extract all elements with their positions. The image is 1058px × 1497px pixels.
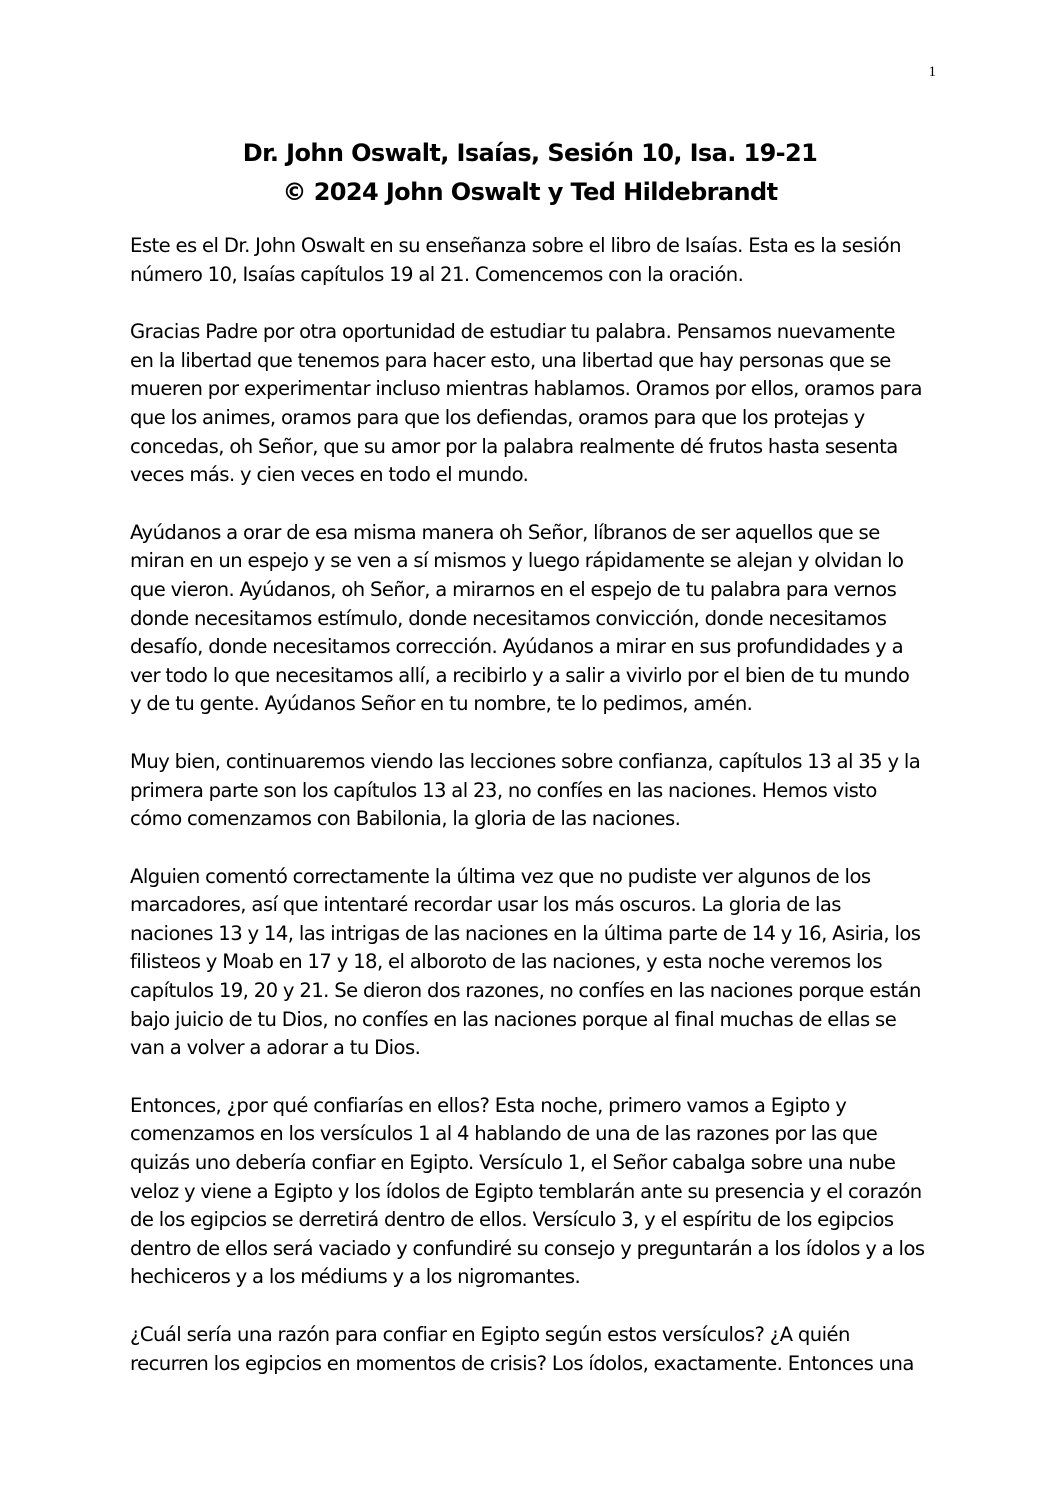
text-line: miran en un espejo y se ven a sí mismos y luego rápidamente se alejan y olvidan lo	[130, 549, 904, 573]
text-line: van a volver a adorar a tu Dios.	[130, 1036, 421, 1060]
text-line: que vieron. Ayúdanos, oh Señor, a mirarnos en el espejo de tu palabra para vernos	[130, 577, 897, 601]
text-line: mueren por experimentar incluso mientras hablamos. Oramos por ellos, oramos para	[130, 377, 922, 401]
text-line: quizás uno debería confiar en Egipto. Versículo 1, el Señor cabalga sobre una nube	[130, 1151, 896, 1175]
paragraph	[130, 1321, 930, 1378]
paragraph	[130, 748, 930, 834]
text-line: dentro de ellos será vaciado y confundiré su consejo y preguntarán a los ídolos y a los	[130, 1236, 925, 1260]
text-line: y de tu gente. Ayúdanos Señor en tu nombre, te lo pedimos, amén.	[130, 692, 753, 716]
text-line: capítulos 19, 20 y 21. Se dieron dos razones, no confíes en las naciones porque están	[130, 979, 921, 1003]
document-title	[130, 134, 930, 212]
title-line-2: © 2024 John Oswalt y Ted Hildebrandt	[282, 178, 778, 206]
text-line: bajo juicio de tu Dios, no confíes en las naciones porque al final muchas de ellas se	[130, 1007, 897, 1031]
text-line: primera parte son los capítulos 13 al 23, no confíes en las naciones. Hemos visto	[130, 778, 877, 802]
text-line: recurren los egipcios en momentos de crisis? Los ídolos, exactamente. Entonces una	[130, 1351, 914, 1375]
text-line: Gracias Padre por otra oportunidad de estudiar tu palabra. Pensamos nuevamente	[130, 320, 896, 344]
page-number: 1	[928, 64, 936, 80]
text-line: Alguien comentó correctamente la última vez que no pudiste ver algunos de los	[130, 864, 871, 888]
text-line: número 10, Isaías capítulos 19 al 21. Comencemos con la oración.	[130, 262, 744, 286]
text-line: que los animes, oramos para que los defiendas, oramos para que los protejas y	[130, 405, 865, 429]
text-line: Entonces, ¿por qué confiarías en ellos? Esta noche, primero vamos a Egipto y	[130, 1093, 847, 1117]
text-line: Muy bien, continuaremos viendo las lecciones sobre confianza, capítulos 13 al 35 y la	[130, 749, 921, 773]
text-line: marcadores, así que intentaré recordar usar los más oscuros. La gloria de las	[130, 893, 841, 917]
text-line: cómo comenzamos con Babilonia, la gloria de las naciones.	[130, 807, 681, 831]
text-line: comenzamos en los versículos 1 al 4 hablando de una de las razones por las que	[130, 1122, 878, 1146]
title-line-1: Dr. John Oswalt, Isaías, Sesión 10, Isa. 19-21	[242, 139, 818, 167]
text-line: Este es el Dr. John Oswalt en su enseñanza sobre el libro de Isaías. Esta es la sesión	[130, 234, 901, 257]
paragraph	[130, 318, 930, 490]
text-line: de los egipcios se derretirá dentro de ellos. Versículo 3, y el espíritu de los egipcios	[130, 1208, 894, 1232]
paragraph	[130, 519, 930, 719]
text-line: ver todo lo que necesitamos allí, a recibirlo y a salir a vivirlo por el bien de tu mundo	[130, 663, 910, 687]
text-line: desafío, donde necesitamos corrección. Ayúdanos a mirar en sus profundidades y a	[130, 635, 904, 659]
paragraph	[130, 1092, 930, 1292]
text-line: filisteos y Moab en 17 y 18, el alboroto de las naciones, y esta noche veremos los	[130, 950, 883, 974]
text-line: en la libertad que tenemos para hacer esto, una libertad que hay personas que se	[130, 348, 891, 372]
text-line: concedas, oh Señor, que su amor por la palabra realmente dé frutos hasta sesenta	[130, 434, 898, 458]
paragraph	[130, 232, 930, 289]
text-line: naciones 13 y 14, las intrigas de las naciones en la última parte de 14 y 16, Asiria, los	[130, 921, 921, 945]
text-line: Ayúdanos a orar de esa misma manera oh Señor, líbranos de ser aquellos que se	[130, 520, 880, 544]
document-body	[130, 232, 930, 1407]
text-line: veloz y viene a Egipto y los ídolos de Egipto temblarán ante su presencia y el corazón	[130, 1179, 922, 1203]
text-line: ¿Cuál sería una razón para confiar en Egipto según estos versículos? ¿A quién	[130, 1323, 850, 1346]
paragraph	[130, 863, 930, 1063]
text-line: hechiceros y a los médiums y a los nigromantes.	[130, 1265, 581, 1289]
text-line: donde necesitamos estímulo, donde necesitamos convicción, donde necesitamos	[130, 606, 887, 630]
text-line: veces más. y cien veces en todo el mundo.	[130, 463, 529, 487]
